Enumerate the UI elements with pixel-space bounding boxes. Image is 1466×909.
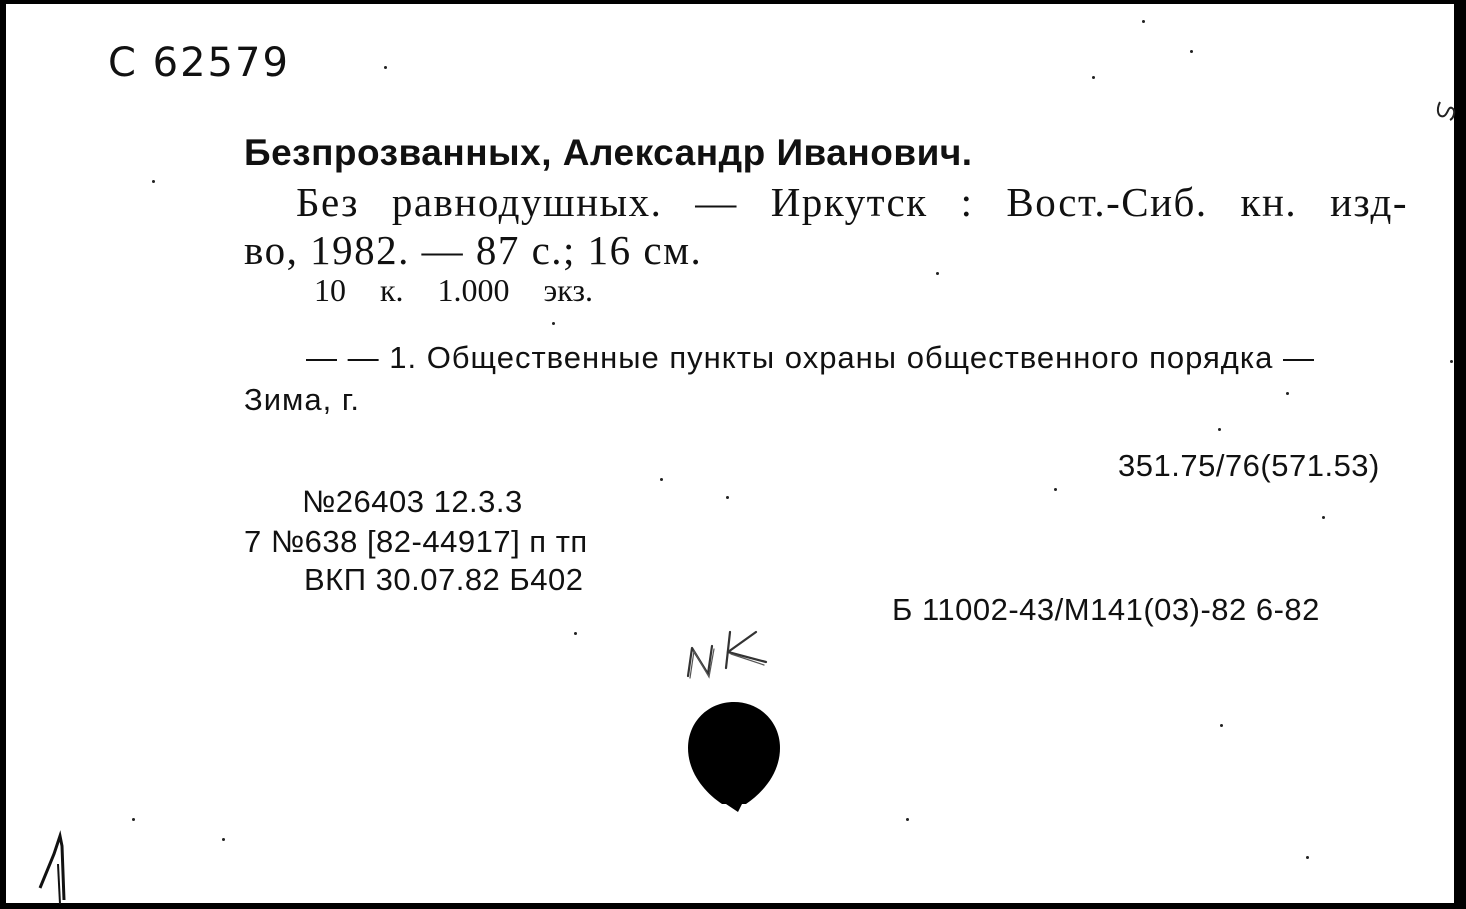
speck — [726, 496, 729, 499]
subject-line-2: Зима, г. — [244, 382, 360, 417]
speck — [132, 818, 135, 821]
price-edition-line: 10 к. 1.000 экз. — [314, 272, 594, 308]
author-heading: Безпрозванных, Александр Иванович. — [244, 132, 973, 173]
registry-line-3: ВКП 30.07.82 Б402 — [304, 562, 584, 597]
speck — [1306, 856, 1309, 859]
call-number: С 62579 — [108, 40, 290, 86]
handwritten-nk-mark — [682, 624, 778, 684]
speck — [1190, 50, 1193, 53]
title-line-1: Без равнодушных. — Иркутск : Вост.-Сиб. кн. изд- — [296, 179, 1408, 225]
speck — [936, 272, 939, 275]
speck — [384, 66, 387, 69]
registry-line-2: 7 №638 [82-44917] п тп — [244, 524, 588, 559]
bbk-code-line: Б 11002-43/М141(03)-82 6-82 — [892, 592, 1320, 627]
speck — [1450, 360, 1453, 363]
edge-mark-icon — [36, 830, 76, 906]
speck — [1218, 428, 1221, 431]
speck — [660, 478, 663, 481]
subject-line-1: — — 1. Общественные пункты охраны общественного порядка — — [306, 340, 1315, 375]
title-line-2: во, 1982. — 87 с.; 16 см. — [244, 227, 703, 273]
registry-line-1: №26403 12.3.3 — [302, 484, 523, 519]
corner-mark-icon — [1434, 96, 1460, 124]
speck — [1322, 516, 1325, 519]
speck — [574, 632, 577, 635]
classification-code: 351.75/76(571.53) — [1118, 448, 1380, 483]
speck — [552, 322, 555, 325]
speck — [906, 818, 909, 821]
speck — [152, 180, 155, 183]
punch-hole — [682, 700, 786, 816]
speck — [1054, 488, 1057, 491]
speck — [1142, 20, 1145, 23]
speck — [1092, 76, 1095, 79]
speck — [1220, 724, 1223, 727]
speck — [222, 838, 225, 841]
speck — [1286, 392, 1289, 395]
